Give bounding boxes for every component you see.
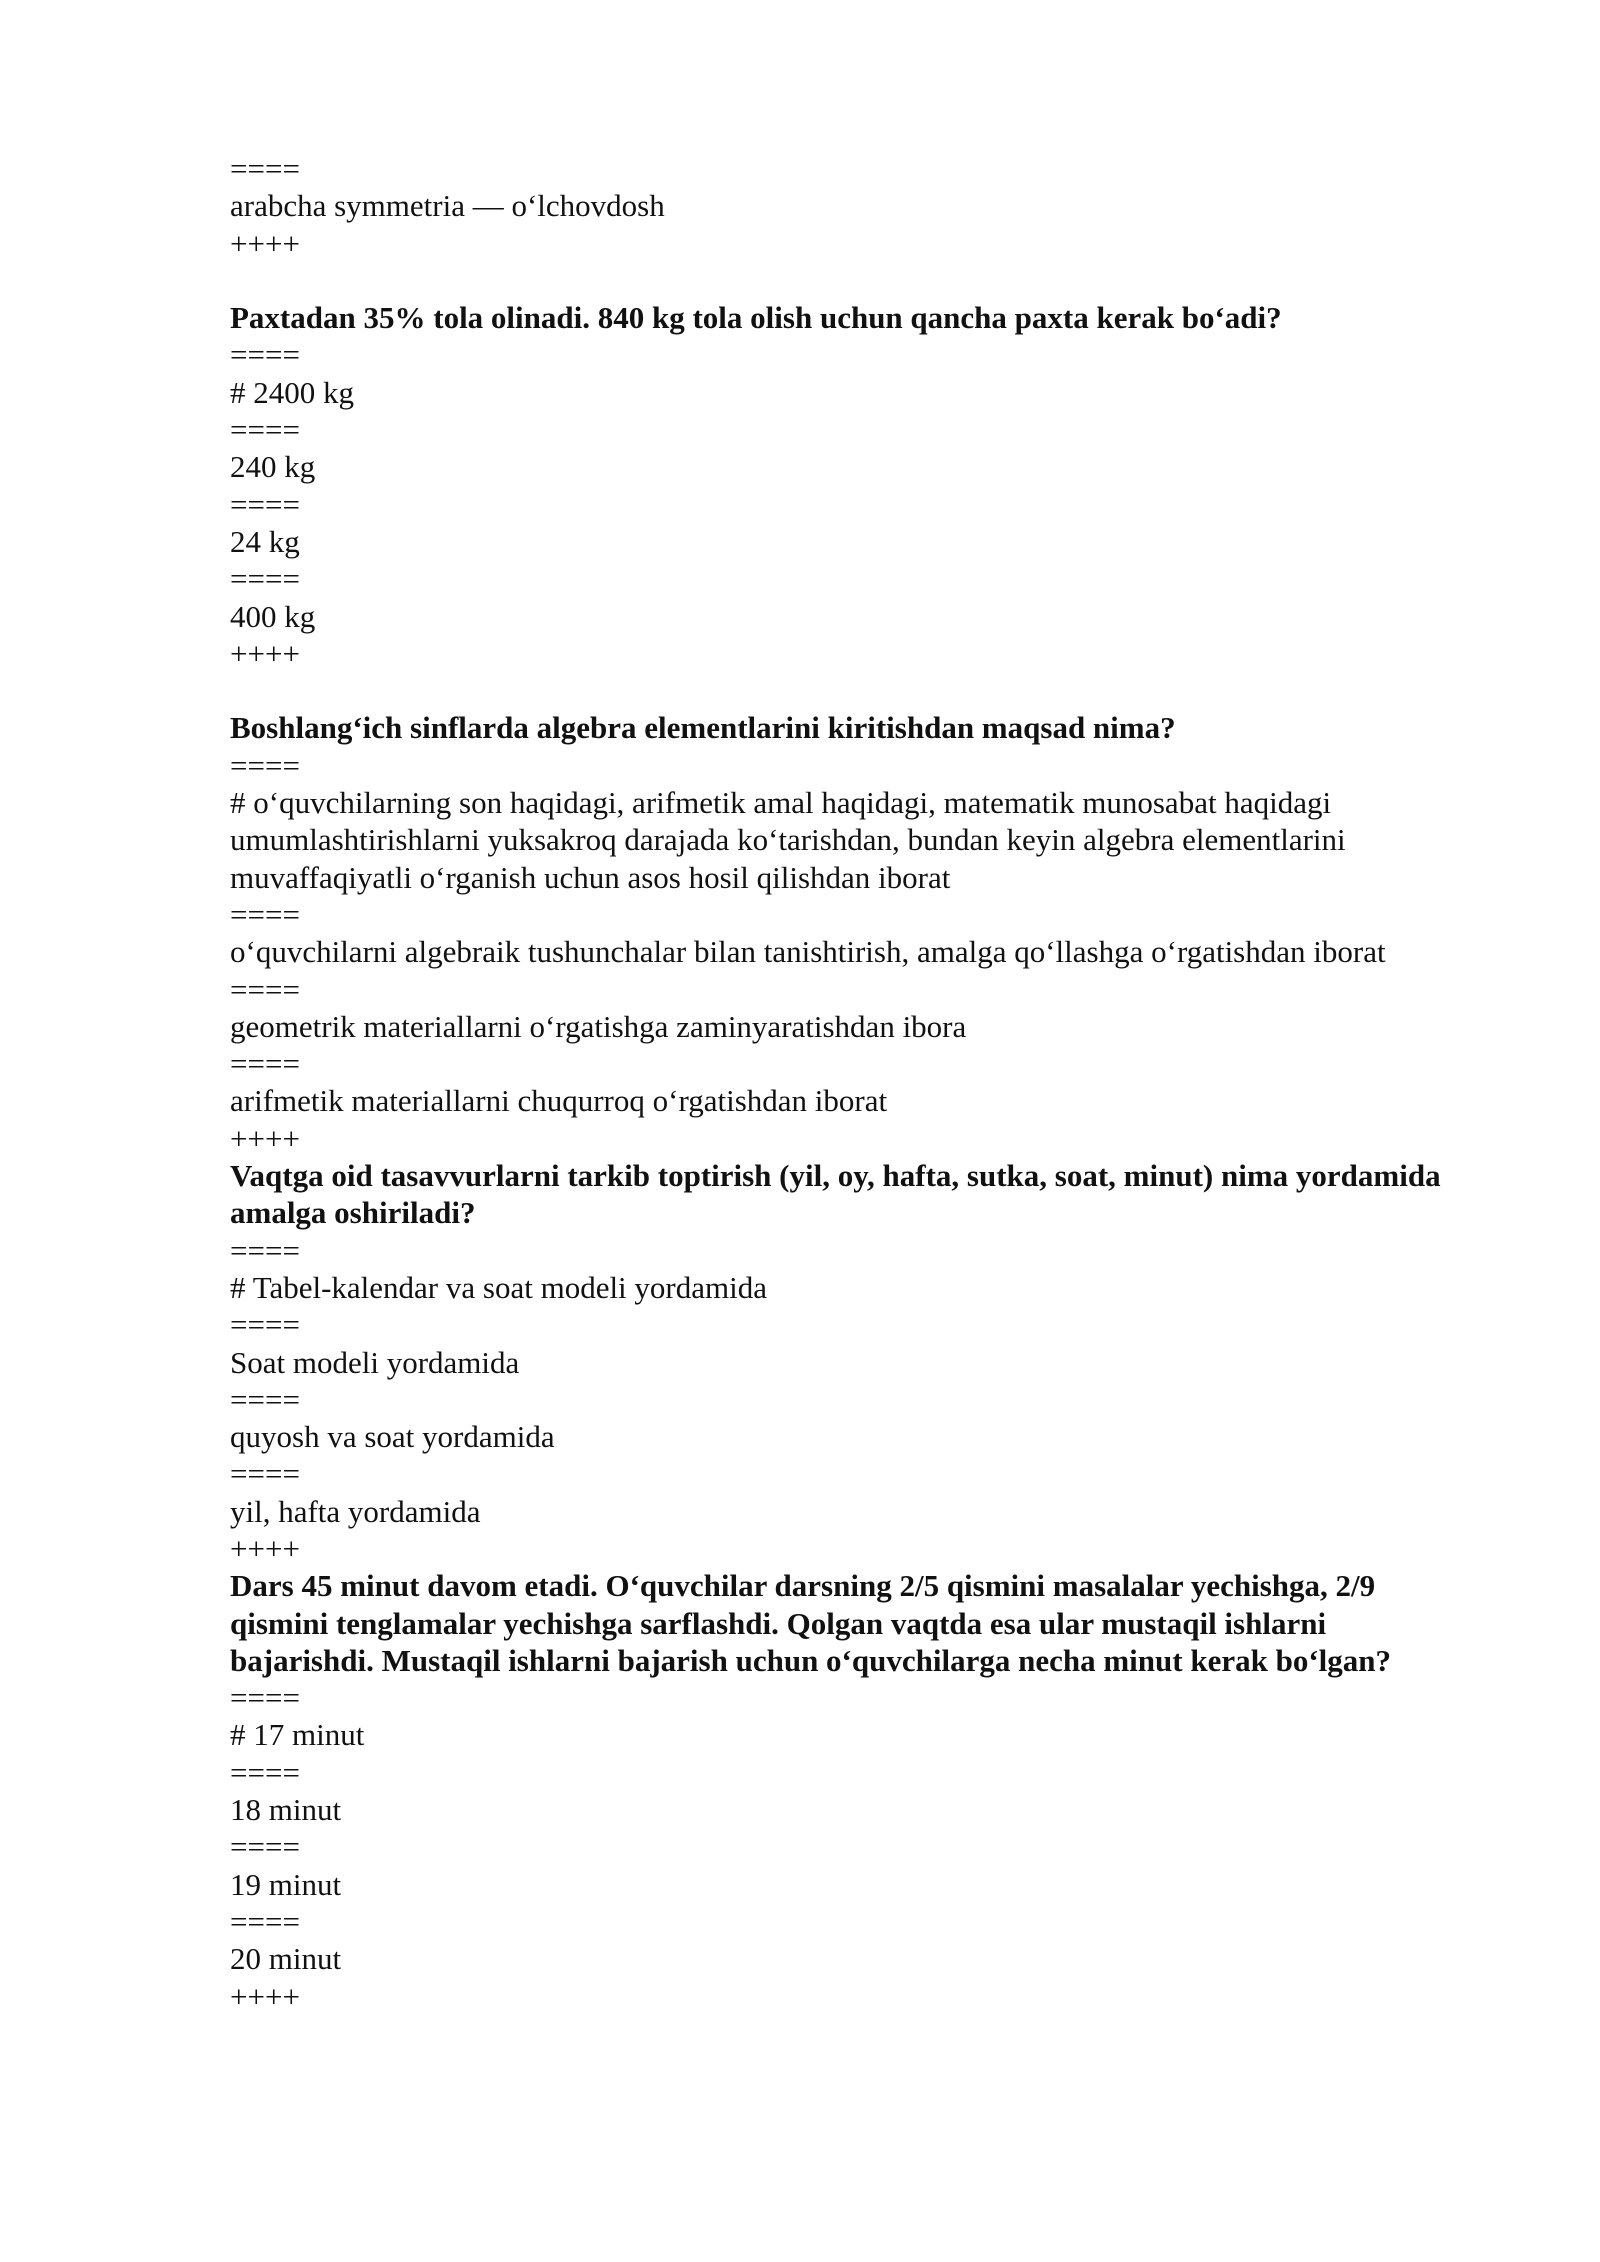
document-page [230, 150, 1450, 2015]
answer-option: geometrik materiallarni oʻrgatishga zaminyaratishdan ibora [230, 1008, 967, 1044]
separator: ==== [230, 337, 300, 373]
question-text: Boshlangʻich sinflarda algebra elementlarini kiritishdan maqsad nima? [230, 710, 1176, 746]
separator: ==== [230, 1903, 300, 1939]
answer-option: arifmetik materiallarni chuqurroq oʻrgatishdan iborat [230, 1083, 888, 1119]
separator: ==== [230, 486, 300, 522]
blank-line [230, 672, 1450, 709]
end-marker: ++++ [230, 1978, 300, 2014]
answer-option-correct: # 2400 kg [230, 374, 354, 410]
separator: ==== [230, 1456, 300, 1492]
separator: ==== [230, 1046, 300, 1082]
separator: ==== [230, 561, 300, 597]
separator: ==== [230, 1754, 300, 1790]
separator: ==== [230, 1381, 300, 1417]
answer-option-correct: # Tabel-kalendar va soat modeli yordamida [230, 1269, 767, 1305]
separator: ==== [230, 1829, 300, 1865]
separator: ==== [230, 1680, 300, 1716]
separator: ==== [230, 412, 300, 448]
answer-option: quyosh va soat yordamida [230, 1419, 555, 1455]
end-marker: ++++ [230, 225, 300, 261]
answer-option: oʻquvchilarni algebraik tushunchalar bilan tanishtirish, amalga qoʻllashga oʻrgatishdan iborat [230, 934, 1386, 970]
answer-option: 19 minut [230, 1866, 342, 1902]
answer-option: 18 minut [230, 1792, 342, 1828]
question-text: Paxtadan 35% tola olinadi. 840 kg tola olish uchun qancha paxta kerak boʻadi? [230, 300, 1282, 336]
answer-option: arabcha symmetria — oʻlchovdosh [230, 188, 665, 224]
answer-option: yil, hafta yordamida [230, 1493, 481, 1529]
blank-line [230, 262, 1450, 299]
end-marker: ++++ [230, 1530, 300, 1566]
separator: ==== [230, 151, 300, 186]
question-text: Vaqtga oid tasavvurlarni tarkib toptirish (yil, oy, hafta, sutka, soat, minut) nima yordamida amalga oshiriladi? [230, 1158, 1441, 1231]
end-marker: ++++ [230, 1120, 300, 1156]
answer-option: 400 kg [230, 598, 316, 634]
question-text: Dars 45 minut davom etadi. Oʻquvchilar darsning 2/5 qismini masalalar yechishga, 2/9 qismini tenglamalar yechishga sarflashdi. Qolgan vaqtda esa ular mustaqil ishlarni bajarishdi. Mustaqil ishlarni bajarish uchun oʻquvchilarga necha minut kerak boʻlgan? [230, 1568, 1392, 1678]
separator: ==== [230, 1232, 300, 1268]
answer-option: 240 kg [230, 449, 316, 485]
answer-option-correct: # 17 minut [230, 1717, 365, 1753]
separator: ==== [230, 747, 300, 783]
separator: ==== [230, 896, 300, 932]
separator: ==== [230, 1307, 300, 1343]
answer-option: 20 minut [230, 1941, 342, 1977]
answer-option: Soat modeli yordamida [230, 1344, 520, 1380]
end-marker: ++++ [230, 635, 300, 671]
answer-option: 24 kg [230, 523, 300, 559]
separator: ==== [230, 971, 300, 1007]
answer-option-correct: # oʻquvchilarning son haqidagi, arifmetik amal haqidagi, matematik munosabat haqidagi umumlashtirishlarni yuksakroq darajada koʻtarishdan, bundan keyin algebra elementlarini muvaffaqiyatli oʻrganish uchun asos hosil qilishdan iborat [230, 785, 1354, 895]
